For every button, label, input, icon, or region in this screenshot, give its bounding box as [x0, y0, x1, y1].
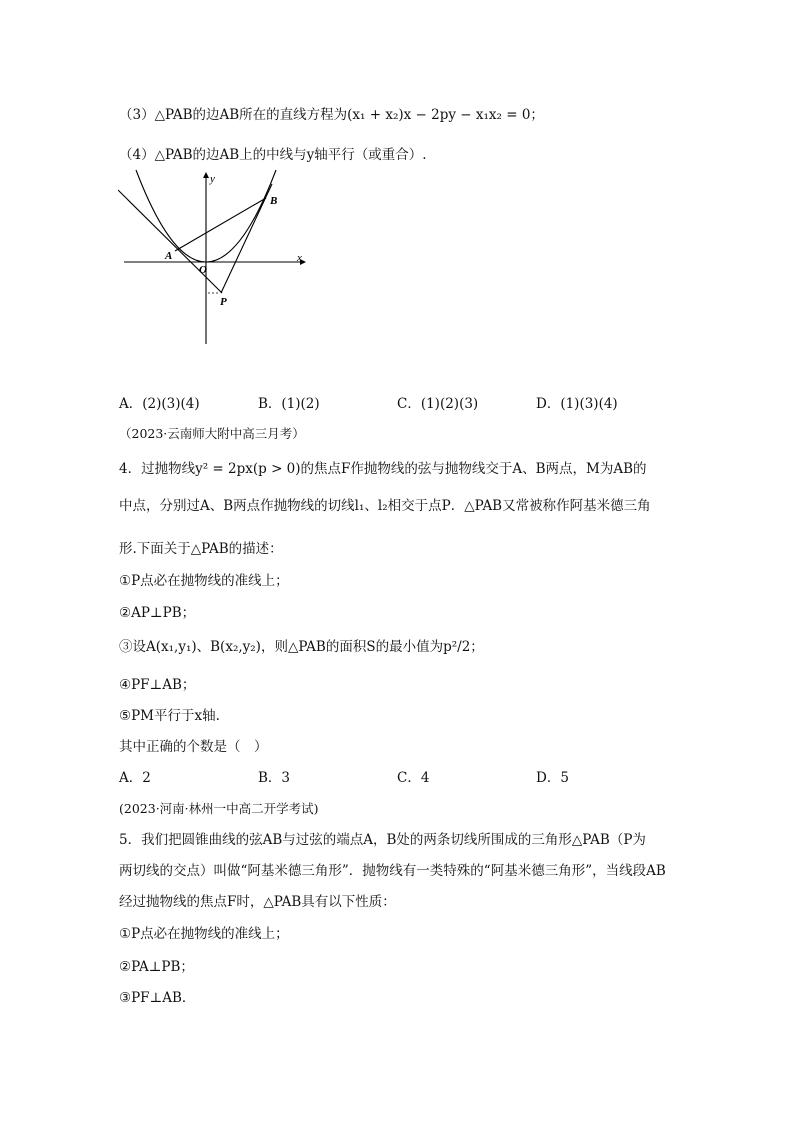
q3-choice-a[interactable]: A．(2)(3)(4) [119, 396, 200, 412]
q5-item-3: ③PF⊥AB． [119, 990, 196, 1006]
q4-choice-b[interactable]: B．3 [258, 770, 291, 786]
q4-item-5: ⑤PM平行于x轴. [119, 708, 220, 724]
chord-AB [175, 198, 266, 251]
q3-choice-c[interactable]: C．(1)(2)(3) [397, 396, 479, 412]
label-A: A [165, 250, 173, 262]
q3-choices [119, 395, 618, 413]
property-4: （4）△PAB的边AB上的中线与y轴平行（或重合）. [119, 147, 427, 163]
q4-choice-c[interactable]: C．4 [397, 770, 430, 786]
source-note-2: (2023·河南·林州一中高二开学考试) [119, 801, 319, 816]
parabola-figure [118, 168, 318, 353]
q4-stem-1: 4．过抛物线y² = 2px(p > 0)的焦点F作抛物线的弦与抛物线交于A、B两点，M为AB的 [119, 461, 647, 477]
q5-item-2: ②PA⊥PB； [119, 959, 194, 975]
q5-item-1: ①P点必在抛物线的准线上； [119, 926, 289, 942]
q4-item-3: ③设A(x₁,y₁)、B(x₂,y₂)，则△PAB的面积S的最小值为p²/2； [119, 639, 484, 655]
q4-item-4: ④PF⊥AB； [119, 677, 196, 693]
q4-item-2: ②AP⊥PB； [119, 605, 196, 621]
q4-stem-2: 中点，分别过A、B两点作抛物线的切线l₁、l₂相交于点P．△PAB又常被称作阿基米德三角 [119, 498, 651, 514]
label-P: P [220, 296, 227, 308]
q3-choice-d[interactable]: D．(1)(3)(4) [536, 396, 618, 412]
q5-stem-2: 两切线的交点）叫做“阿基米德三角形”．抛物线有一类特殊的“阿基米德三角形”，当线段AB [119, 863, 666, 879]
label-B: B [270, 195, 278, 207]
q4-choices [119, 769, 569, 787]
q4-question: 其中正确的个数是（ ） [119, 739, 268, 755]
y-axis-arrow [203, 172, 209, 178]
q4-item-1: ①P点必在抛物线的准线上； [119, 573, 289, 589]
q5-stem-3: 经过抛物线的焦点F时，△PAB具有以下性质： [119, 894, 396, 910]
q4-choice-d[interactable]: D．5 [536, 770, 569, 786]
label-O: O [199, 264, 207, 276]
q3-choice-b[interactable]: B．(1)(2) [258, 396, 320, 412]
label-y: y [210, 173, 215, 185]
label-x: x [297, 252, 302, 264]
q5-stem-1: 5．我们把圆锥曲线的弦AB与过弦的端点A，B处的两条切线所围成的三角形△PAB（P为 [119, 832, 646, 848]
source-note-1: （2023·云南师大附中高三月考） [119, 426, 305, 441]
q4-choice-a[interactable]: A．2 [119, 770, 151, 786]
q4-stem-3: 形.下面关于△PAB的描述： [119, 541, 283, 557]
tangent-at-B [221, 184, 272, 293]
property-3: （3）△PAB的边AB所在的直线方程为(x₁ + x₂)x − 2py − x₁x₂ = 0； [119, 107, 544, 123]
